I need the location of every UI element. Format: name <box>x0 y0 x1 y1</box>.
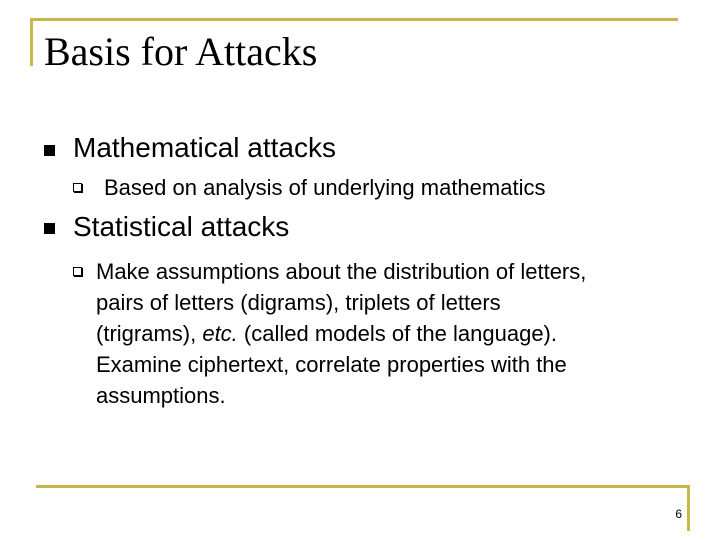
sub-bullet-mathematics: Based on analysis of underlying mathematics <box>104 175 546 200</box>
para-segment: (called models of the language). <box>237 321 557 346</box>
para-line: Examine ciphertext, correlate properties with the <box>96 352 567 377</box>
para-segment: (trigrams), <box>96 321 203 346</box>
hollow-square-bullet-icon <box>73 183 82 192</box>
bullet-mathematical-attacks: Mathematical attacks <box>73 132 336 163</box>
slide-title: Basis for Attacks <box>44 29 318 74</box>
sub-bullet-statistical-description <box>96 256 696 411</box>
square-bullet-icon <box>44 145 55 156</box>
frame-left-line <box>30 18 33 66</box>
para-line: Make assumptions about the distribution of letters, <box>96 259 587 284</box>
hollow-square-bullet-icon <box>73 267 82 276</box>
para-line <box>96 318 696 349</box>
frame-bottom-line <box>36 485 690 488</box>
para-line: pairs of letters (digrams), triplets of letters <box>96 290 501 315</box>
frame-right-line <box>687 485 690 531</box>
bullet-statistical-attacks: Statistical attacks <box>73 211 290 242</box>
para-italic-etc: etc. <box>202 321 238 346</box>
page-number: 6 <box>675 507 682 521</box>
para-line: assumptions. <box>96 383 226 408</box>
frame-top-line <box>30 18 678 21</box>
square-bullet-icon <box>44 223 55 234</box>
